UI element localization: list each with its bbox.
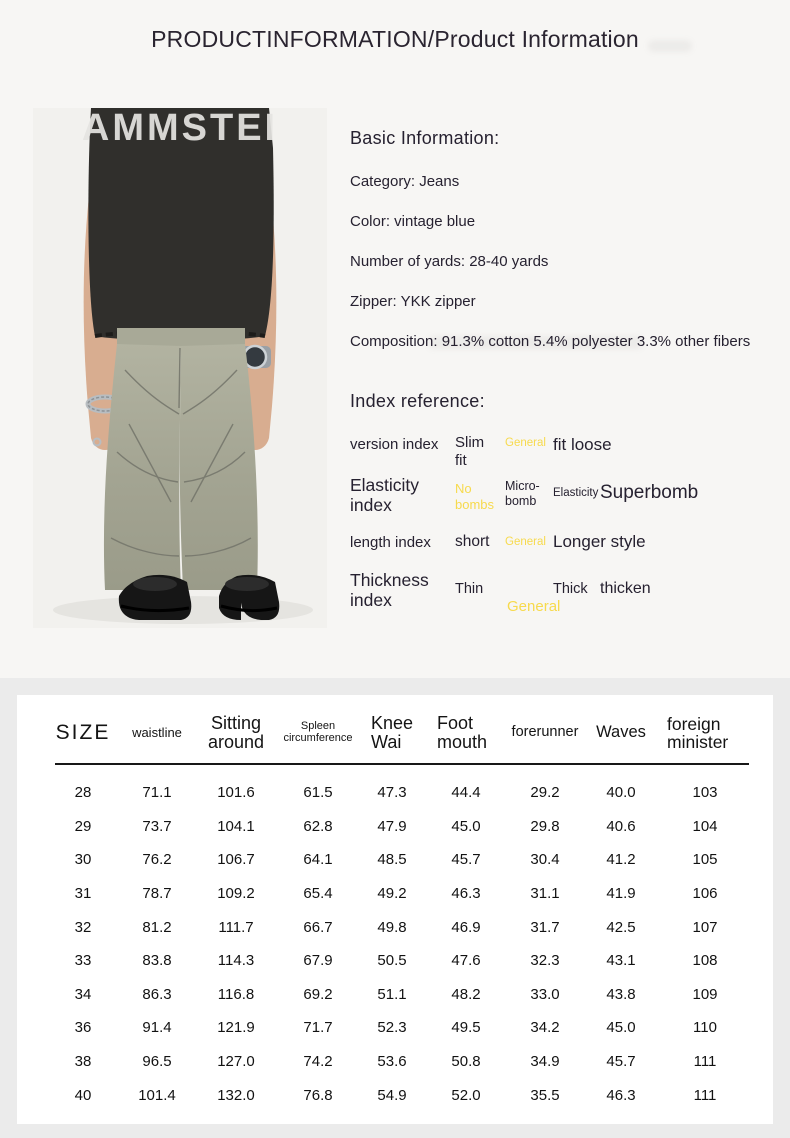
size-table-card [17,695,773,1124]
table-cell: 71.1 [142,784,172,802]
size-table-section [0,678,790,1138]
index-cell: thicken [600,580,651,597]
table-cell: 107 [692,918,718,936]
table-row [45,1011,773,1045]
info-item-composition: Composition: 91.3% cotton 5.4% polyester 3.3% other fibers [350,333,751,350]
info-item-yards: Number of yards: 28-40 yards [350,253,549,270]
table-cell: 45.0 [451,817,481,835]
table-cell: 62.8 [303,817,333,835]
column-header-knee-wai: Knee Wai [371,713,414,752]
table-cell: 96.5 [142,1053,172,1071]
index-row-label: version index [350,436,439,453]
table-cell: 46.3 [451,885,481,903]
table-cell: 43.8 [606,985,636,1003]
table-cell: 31 [74,885,92,903]
index-cell: Slim fit [455,434,485,469]
index-row-length [350,532,780,562]
table-cell: 64.1 [303,851,333,869]
column-header-spleen-circumference: Spleen circumference [283,720,353,744]
table-cell: 121.9 [217,1019,255,1037]
table-cell: 103 [692,784,718,802]
table-cell: 91.4 [142,1019,172,1037]
table-cell: 34.2 [530,1019,560,1037]
table-cell: 45.7 [606,1053,636,1071]
index-row-thickness [350,568,780,638]
product-photo [33,108,327,628]
table-cell: 49.2 [377,885,407,903]
index-row-label: length index [350,534,431,551]
table-row [45,1078,773,1112]
table-cell: 50.5 [377,952,407,970]
table-cell: 30 [74,851,92,869]
table-cell: 74.2 [303,1053,333,1071]
index-cell-highlighted: General [507,598,561,615]
index-cell-highlighted: General [505,536,546,548]
table-cell: 111 [693,1086,717,1104]
table-cell: 106 [692,885,718,903]
table-cell: 50.8 [451,1053,481,1071]
table-cell: 76.2 [142,851,172,869]
table-cell: 40.6 [606,817,636,835]
table-cell: 33 [74,952,92,970]
table-cell: 106.7 [217,851,255,869]
table-cell: 44.4 [451,784,481,802]
index-row-label: Thickness index [350,570,429,610]
table-row [45,843,773,877]
table-cell: 132.0 [217,1086,255,1104]
info-item-color: Color: vintage blue [350,213,476,230]
table-cell: 73.7 [142,817,172,835]
table-row [45,944,773,978]
table-cell: 101.4 [138,1086,176,1104]
table-cell: 66.7 [303,918,333,936]
table-cell: 104 [692,817,718,835]
index-cell: short [455,533,490,550]
table-cell: 29 [74,817,92,835]
table-cell: 47.9 [377,817,407,835]
table-cell: 52.0 [451,1086,481,1104]
table-cell: 127.0 [217,1053,255,1071]
table-cell: 45.0 [606,1019,636,1037]
table-cell: 41.9 [606,885,636,903]
table-cell: 41.2 [606,851,636,869]
index-row-version [350,434,780,474]
table-cell: 35.5 [530,1086,560,1104]
table-cell: 34 [74,985,92,1003]
table-cell: 46.3 [606,1086,636,1104]
table-cell: 71.7 [303,1019,333,1037]
table-cell: 108 [692,952,718,970]
table-cell: 52.3 [377,1019,407,1037]
table-cell: 81.2 [142,918,172,936]
table-cell: 38 [74,1053,92,1071]
table-cell: 110 [693,1019,717,1037]
table-cell: 83.8 [142,952,172,970]
table-cell: 104.1 [217,817,255,835]
table-cell: 111.7 [218,918,254,936]
table-cell: 48.2 [451,985,481,1003]
table-cell: 67.9 [303,952,333,970]
table-cell: 114.3 [217,952,255,970]
table-cell: 49.8 [377,918,407,936]
svg-text:AMMSTEI: AMMSTEI [81,108,279,149]
table-cell: 34.9 [530,1053,560,1071]
index-row-elasticity [350,473,780,523]
table-row [45,877,773,911]
basic-info-heading: Basic Information: [350,128,500,148]
table-cell: 29.8 [530,817,560,835]
info-item-category: Category: Jeans [350,173,460,190]
index-cell: Elasticity [553,487,599,499]
table-cell: 86.3 [142,985,172,1003]
table-cell: 111 [693,1053,717,1071]
index-cell-highlighted: General [505,437,546,449]
product-photo-graphic [33,108,327,628]
table-cell: 78.7 [142,885,172,903]
info-item-zipper: Zipper: YKK zipper [350,293,476,310]
table-cell: 33.0 [530,985,560,1003]
table-cell: 29.2 [530,784,560,802]
index-cell: Superbomb [600,482,699,503]
table-cell: 46.9 [451,918,481,936]
table-cell: 32 [74,918,92,936]
table-cell: 54.9 [377,1086,407,1104]
column-header-waistline: waistline [132,725,182,741]
table-cell: 61.5 [303,784,333,802]
table-row [45,1045,773,1079]
index-row-label: Elasticity index [350,475,420,515]
index-reference-heading: Index reference: [350,391,485,411]
table-cell: 45.7 [451,851,481,869]
table-cell: 69.2 [303,985,333,1003]
table-cell: 40 [74,1086,92,1104]
table-cell: 53.6 [377,1053,407,1071]
table-cell: 47.3 [377,784,407,802]
table-cell: 109 [692,985,718,1003]
table-cell: 76.8 [303,1086,333,1104]
index-cell: Longer style [553,532,646,551]
table-row [45,776,773,810]
index-cell: Micro-bomb [505,479,540,508]
table-cell: 116.8 [217,985,255,1003]
table-cell: 40.0 [606,784,636,802]
column-header-waves: Waves [596,723,646,742]
table-row [45,978,773,1012]
column-header-sitting-around: Sitting around [207,713,265,752]
size-table-rows [17,765,773,1112]
column-header-foreign-minister: foreign minister [667,713,729,752]
index-cell: Thick [553,581,588,597]
column-header-size: SIZE [55,720,111,744]
table-cell: 105 [692,851,718,869]
artifact-smudge [648,40,692,52]
size-table-header [17,695,773,757]
table-cell: 48.5 [377,851,407,869]
basic-info-section [350,128,770,351]
table-cell: 47.6 [451,952,481,970]
table-cell: 51.1 [377,985,407,1003]
table-row [45,910,773,944]
table-cell: 30.4 [530,851,560,869]
column-header-foot-mouth: Foot mouth [437,713,488,752]
table-cell: 42.5 [606,918,636,936]
table-cell: 36 [74,1019,92,1037]
table-cell: 31.1 [530,885,560,903]
page-title: PRODUCTINFORMATION/Product Information [151,26,639,52]
table-row [45,810,773,844]
index-cell-highlighted: No bombs [455,481,495,512]
table-cell: 31.7 [530,918,560,936]
table-cell: 43.1 [606,952,636,970]
table-cell: 109.2 [217,885,255,903]
table-cell: 28 [74,784,92,802]
index-cell: fit loose [553,435,612,454]
table-cell: 49.5 [451,1019,481,1037]
column-header-forerunner: forerunner [511,724,579,741]
index-cell: Thin [455,581,484,597]
table-cell: 65.4 [303,885,333,903]
table-cell: 101.6 [217,784,255,802]
table-cell: 32.3 [530,952,560,970]
